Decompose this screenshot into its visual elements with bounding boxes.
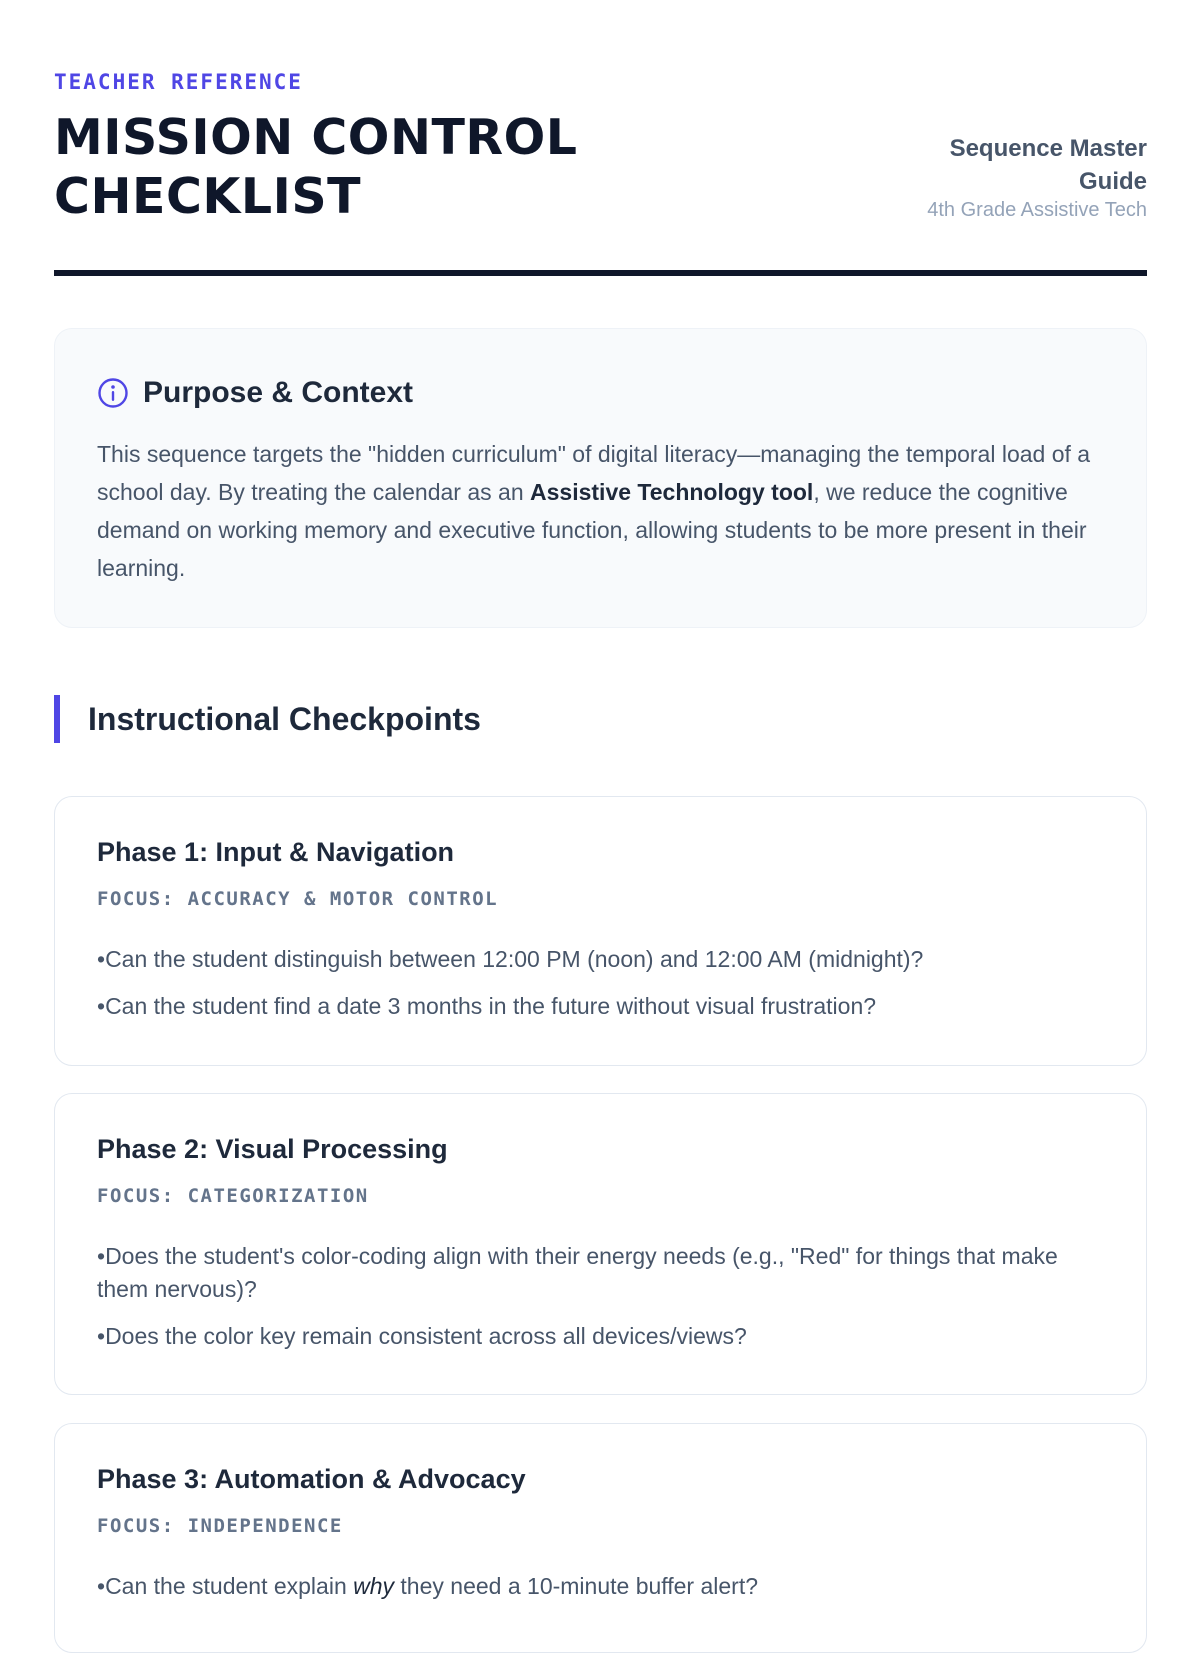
phase-focus: FOCUS: INDEPENDENCE	[97, 1515, 343, 1537]
phase-card-1	[54, 796, 1147, 1066]
page-header	[54, 0, 1147, 276]
phase-title: Phase 1: Input & Navigation	[97, 837, 455, 867]
eyebrow-label: TEACHER REFERENCE	[54, 70, 303, 94]
purpose-body-part-2: , we reduce the cognitive demand on working memory and executive function, allowing students to be more present in their learning.	[97, 479, 1087, 581]
page-title	[54, 108, 694, 226]
phase-title: Phase 2: Visual Processing	[97, 1134, 448, 1164]
purpose-body	[97, 435, 1104, 587]
phase-checklist	[97, 1240, 1104, 1367]
purpose-header	[97, 373, 413, 413]
item-prefix: Can the student explain	[105, 1573, 354, 1599]
title-line-2: CHECKLIST	[54, 168, 362, 225]
item-suffix: they need a 10-minute buffer alert?	[394, 1573, 759, 1599]
title-line-1: MISSION CONTROL	[54, 109, 578, 166]
grade-label: 4th Grade Assistive Tech	[927, 199, 1147, 221]
phase-focus: FOCUS: ACCURACY & MOTOR CONTROL	[97, 888, 499, 910]
phase-title: Phase 3: Automation & Advocacy	[97, 1464, 526, 1494]
section-title: Instructional Checkpoints	[88, 701, 481, 737]
purpose-card	[54, 328, 1147, 628]
info-icon	[97, 377, 129, 409]
phase-checklist	[97, 1570, 1104, 1617]
list-item: • Does the student's color-coding align with their energy needs (e.g., "Red" for things that make them nervous)?	[97, 1240, 1104, 1306]
purpose-body-bold: Assistive Technology tool	[530, 479, 814, 505]
item-emphasis: why	[353, 1573, 395, 1599]
list-item: • Does the color key remain consistent across all devices/views?	[97, 1320, 1104, 1353]
section-heading	[54, 695, 481, 743]
document-page	[54, 0, 1147, 1599]
guide-name	[847, 132, 1147, 198]
phase-card-3	[54, 1423, 1147, 1653]
list-item: • Can the student distinguish between 12:00 PM (noon) and 12:00 AM (midnight)?	[97, 943, 1104, 976]
list-item: • Can the student find a date 3 months in the future without visual frustration?	[97, 990, 1104, 1023]
document-meta	[847, 132, 1147, 222]
list-item	[97, 1570, 1104, 1603]
guide-line-2: Guide	[1078, 168, 1147, 195]
section-accent-bar	[54, 695, 60, 743]
phase-card-2	[54, 1093, 1147, 1395]
purpose-body-part-1: This sequence targets the "hidden curriculum" of digital literacy—managing the temporal load of a school day. By treating the calendar as an	[97, 441, 1091, 505]
purpose-title: Purpose & Context	[143, 376, 414, 409]
phase-checklist	[97, 943, 1104, 1037]
phase-focus: FOCUS: CATEGORIZATION	[97, 1185, 369, 1207]
guide-line-1: Sequence Master	[949, 135, 1147, 162]
